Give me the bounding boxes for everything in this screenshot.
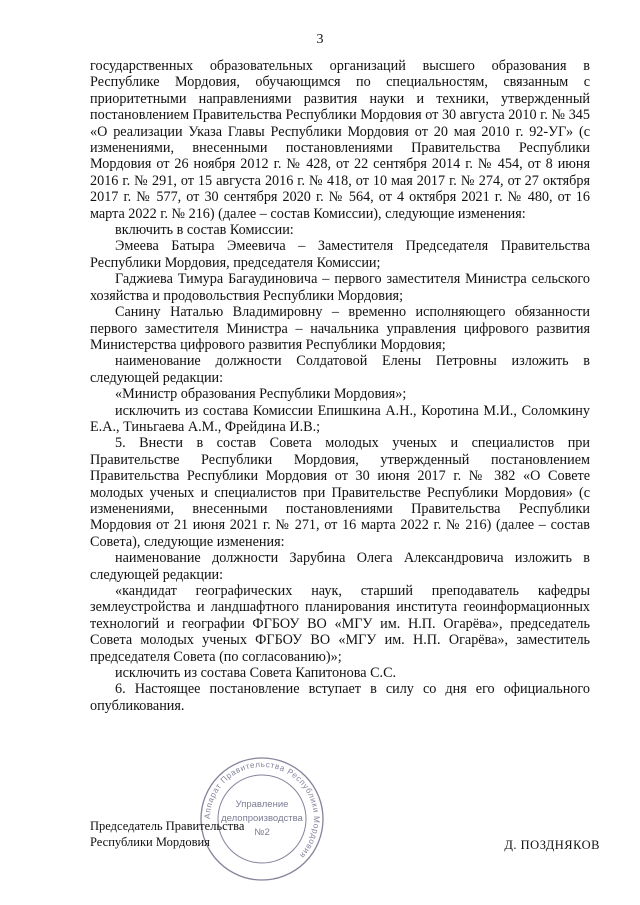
page-number: 3 <box>316 32 324 47</box>
paragraph: Санину Наталью Владимировну – временно исполняющего обязанности первого заместителя Министра – начальника управления цифрового развития Министерства цифрового развития Республики Мордовия; <box>90 304 590 353</box>
stamp-ring-text: Аппарат Правительства Республики Мордовия <box>202 759 322 861</box>
paragraph: исключить из состава Совета Капитонова С.С. <box>115 665 397 682</box>
paragraph: наименование должности Солдатовой Елены Петровны изложить в следующей редакции: <box>90 353 590 386</box>
paragraph: государственных образовательных организаций высшего образования в Республике Мордовия, обучающимся по специальностям, связанным с приоритетными направлениями развития науки и техники, утвержденный постановлением Правительства Республики Мордовия от 30 августа 2010 г. № 345 «О реализации Указа Главы Республики Мордовия от 20 мая 2010 г. 92-УГ» (с изменениями, внесенными постановлениями Правительства Республики Мордовия от 26 ноября 2012 г. № 428, от 22 сентября 2014 г. № 454, от 8 июня 2016 г. № 291, от 15 августа 2016 г. № 418, от 10 мая 2017 г. № 274, от 27 октября 2017 г. № 577, от 30 сентября 2020 г. № 564, от 4 октября 2021 г. № 480, от 16 марта 2022 г. № 216) (далее – состав Комиссии), следующие изменения: <box>90 58 590 222</box>
paragraph: «кандидат географических наук, старший преподаватель кафедры землеустройства и ландшафтного планирования института геоинформационных технологий и географии ФГБОУ ВО «МГУ им. Н.П. Огарёва», председатель Совета молодых ученых ФГБОУ ВО «МГУ им. Н.П. Огарёва», заместитель председателя Совета (по согласованию)»; <box>90 583 590 665</box>
signature-position <box>90 818 244 850</box>
paragraph: Гаджиева Тимура Багаудиновича – первого заместителя Министра сельского хозяйства и продовольствия Республики Мордовия; <box>90 271 590 304</box>
stamp-line: №2 <box>254 827 270 838</box>
paragraph: 5. Внести в состав Совета молодых ученых и специалистов при Правительстве Республики Мордовия, утвержденный постановлением Правительства Республики Мордовия от 30 июня 2017 г. № 382 «О Совете молодых ученых и специалистов при Правительстве Республики Мордовия» (с изменениями, внесенными постановлениями Правительства Республики Мордовия от 21 июня 2021 г. № 271, от 16 марта 2022 г. № 216) (далее – состав Совета), следующие изменения: <box>90 435 590 550</box>
signer-name: Д. ПОЗДНЯКОВ <box>504 838 600 852</box>
paragraph: 6. Настоящее постановление вступает в силу со дня его официального опубликования. <box>90 681 590 714</box>
paragraph: «Министр образования Республики Мордовия»; <box>115 386 407 403</box>
paragraph: включить в состав Комиссии: <box>115 222 294 239</box>
signer-position-line: Республики Мордовия <box>90 835 210 849</box>
stamp-line: делопроизводства <box>221 813 303 824</box>
paragraph: исключить из состава Комиссии Епишкина А.Н., Коротина М.И., Соломкину Е.А., Тиньгаева А.М., Фрейдина И.В.; <box>90 402 590 435</box>
document-body <box>90 58 590 714</box>
stamp-line: Управление <box>235 799 289 810</box>
paragraph: Эмеева Батыра Эмеевича – Заместителя Председателя Правительства Республики Мордовия, председателя Комиссии; <box>90 238 590 271</box>
paragraph: наименование должности Зарубина Олега Александровича изложить в следующей редакции: <box>90 550 590 583</box>
signer-position-line: Председатель Правительства <box>90 819 245 833</box>
